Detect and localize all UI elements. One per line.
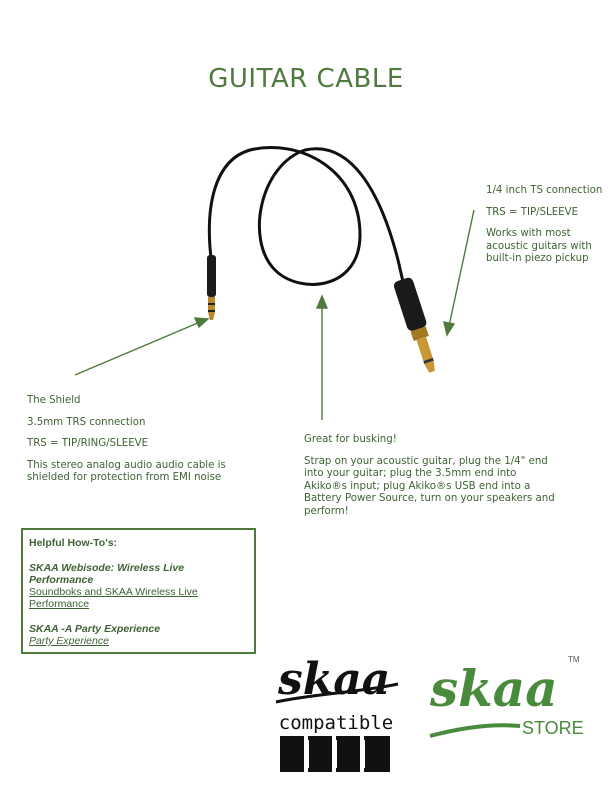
- store-logo-word: STORE: [522, 718, 584, 738]
- center-callout: [304, 434, 556, 527]
- compatible-logo-brand: skaa: [278, 654, 391, 705]
- right-callout-line2: TRS = TIP/SLEEVE: [486, 206, 579, 218]
- page-title: GUITAR CABLE: [208, 64, 404, 94]
- quarter-inch-plug: [393, 276, 442, 374]
- compatible-logo-word: compatible: [278, 712, 394, 734]
- left-callout-line4: This stereo analog audio audio cable is shielded for protection from EMI noise: [27, 459, 226, 483]
- center-arrow-head: [317, 296, 327, 308]
- howto-header: Helpful How-To's:: [29, 537, 118, 549]
- left-callout: [27, 395, 257, 494]
- mini-plug: [207, 255, 216, 320]
- left-callout-line1: The Shield: [27, 395, 81, 406]
- left-arrow-line: [75, 322, 200, 375]
- left-arrow-head: [195, 318, 208, 327]
- skaa-compatible-logo: [272, 636, 402, 776]
- center-callout-line2: Strap on your acoustic guitar, plug the 1/4" end into your guitar; plug the 3.5mm end into Akiko®s input; plug Akiko®s USB end into a Battery Power Source, turn on your speakers and perform!: [304, 455, 555, 517]
- howto-item1-title: SKAA Webisode: Wireless Live Performance: [29, 562, 185, 586]
- howto-item2-title: SKAA -A Party Experience: [29, 623, 161, 635]
- right-arrow-head: [444, 322, 454, 335]
- left-callout-line2: 3.5mm TRS connection: [27, 416, 146, 428]
- left-callout-line3: TRS = TIP/RING/SLEEVE: [27, 438, 149, 449]
- skaa-store-logo: [428, 650, 588, 746]
- howto-box: [21, 528, 256, 654]
- howto-item1-link[interactable]: Soundboks and SKAA Wireless Live Performance: [29, 586, 198, 610]
- center-callout-line1: Great for busking!: [304, 434, 397, 445]
- right-callout-line1: 1/4 inch TS connection: [486, 185, 603, 196]
- cable: [209, 148, 404, 286]
- right-callout-line3: Works with most acoustic guitars with built-in piezo pickup: [486, 228, 592, 264]
- trademark-symbol: TM: [568, 655, 580, 664]
- right-callout: [486, 185, 606, 275]
- store-logo-brand: skaa: [430, 659, 558, 718]
- howto-item2-link[interactable]: Party Experience: [29, 635, 109, 647]
- right-arrow-line: [449, 210, 474, 326]
